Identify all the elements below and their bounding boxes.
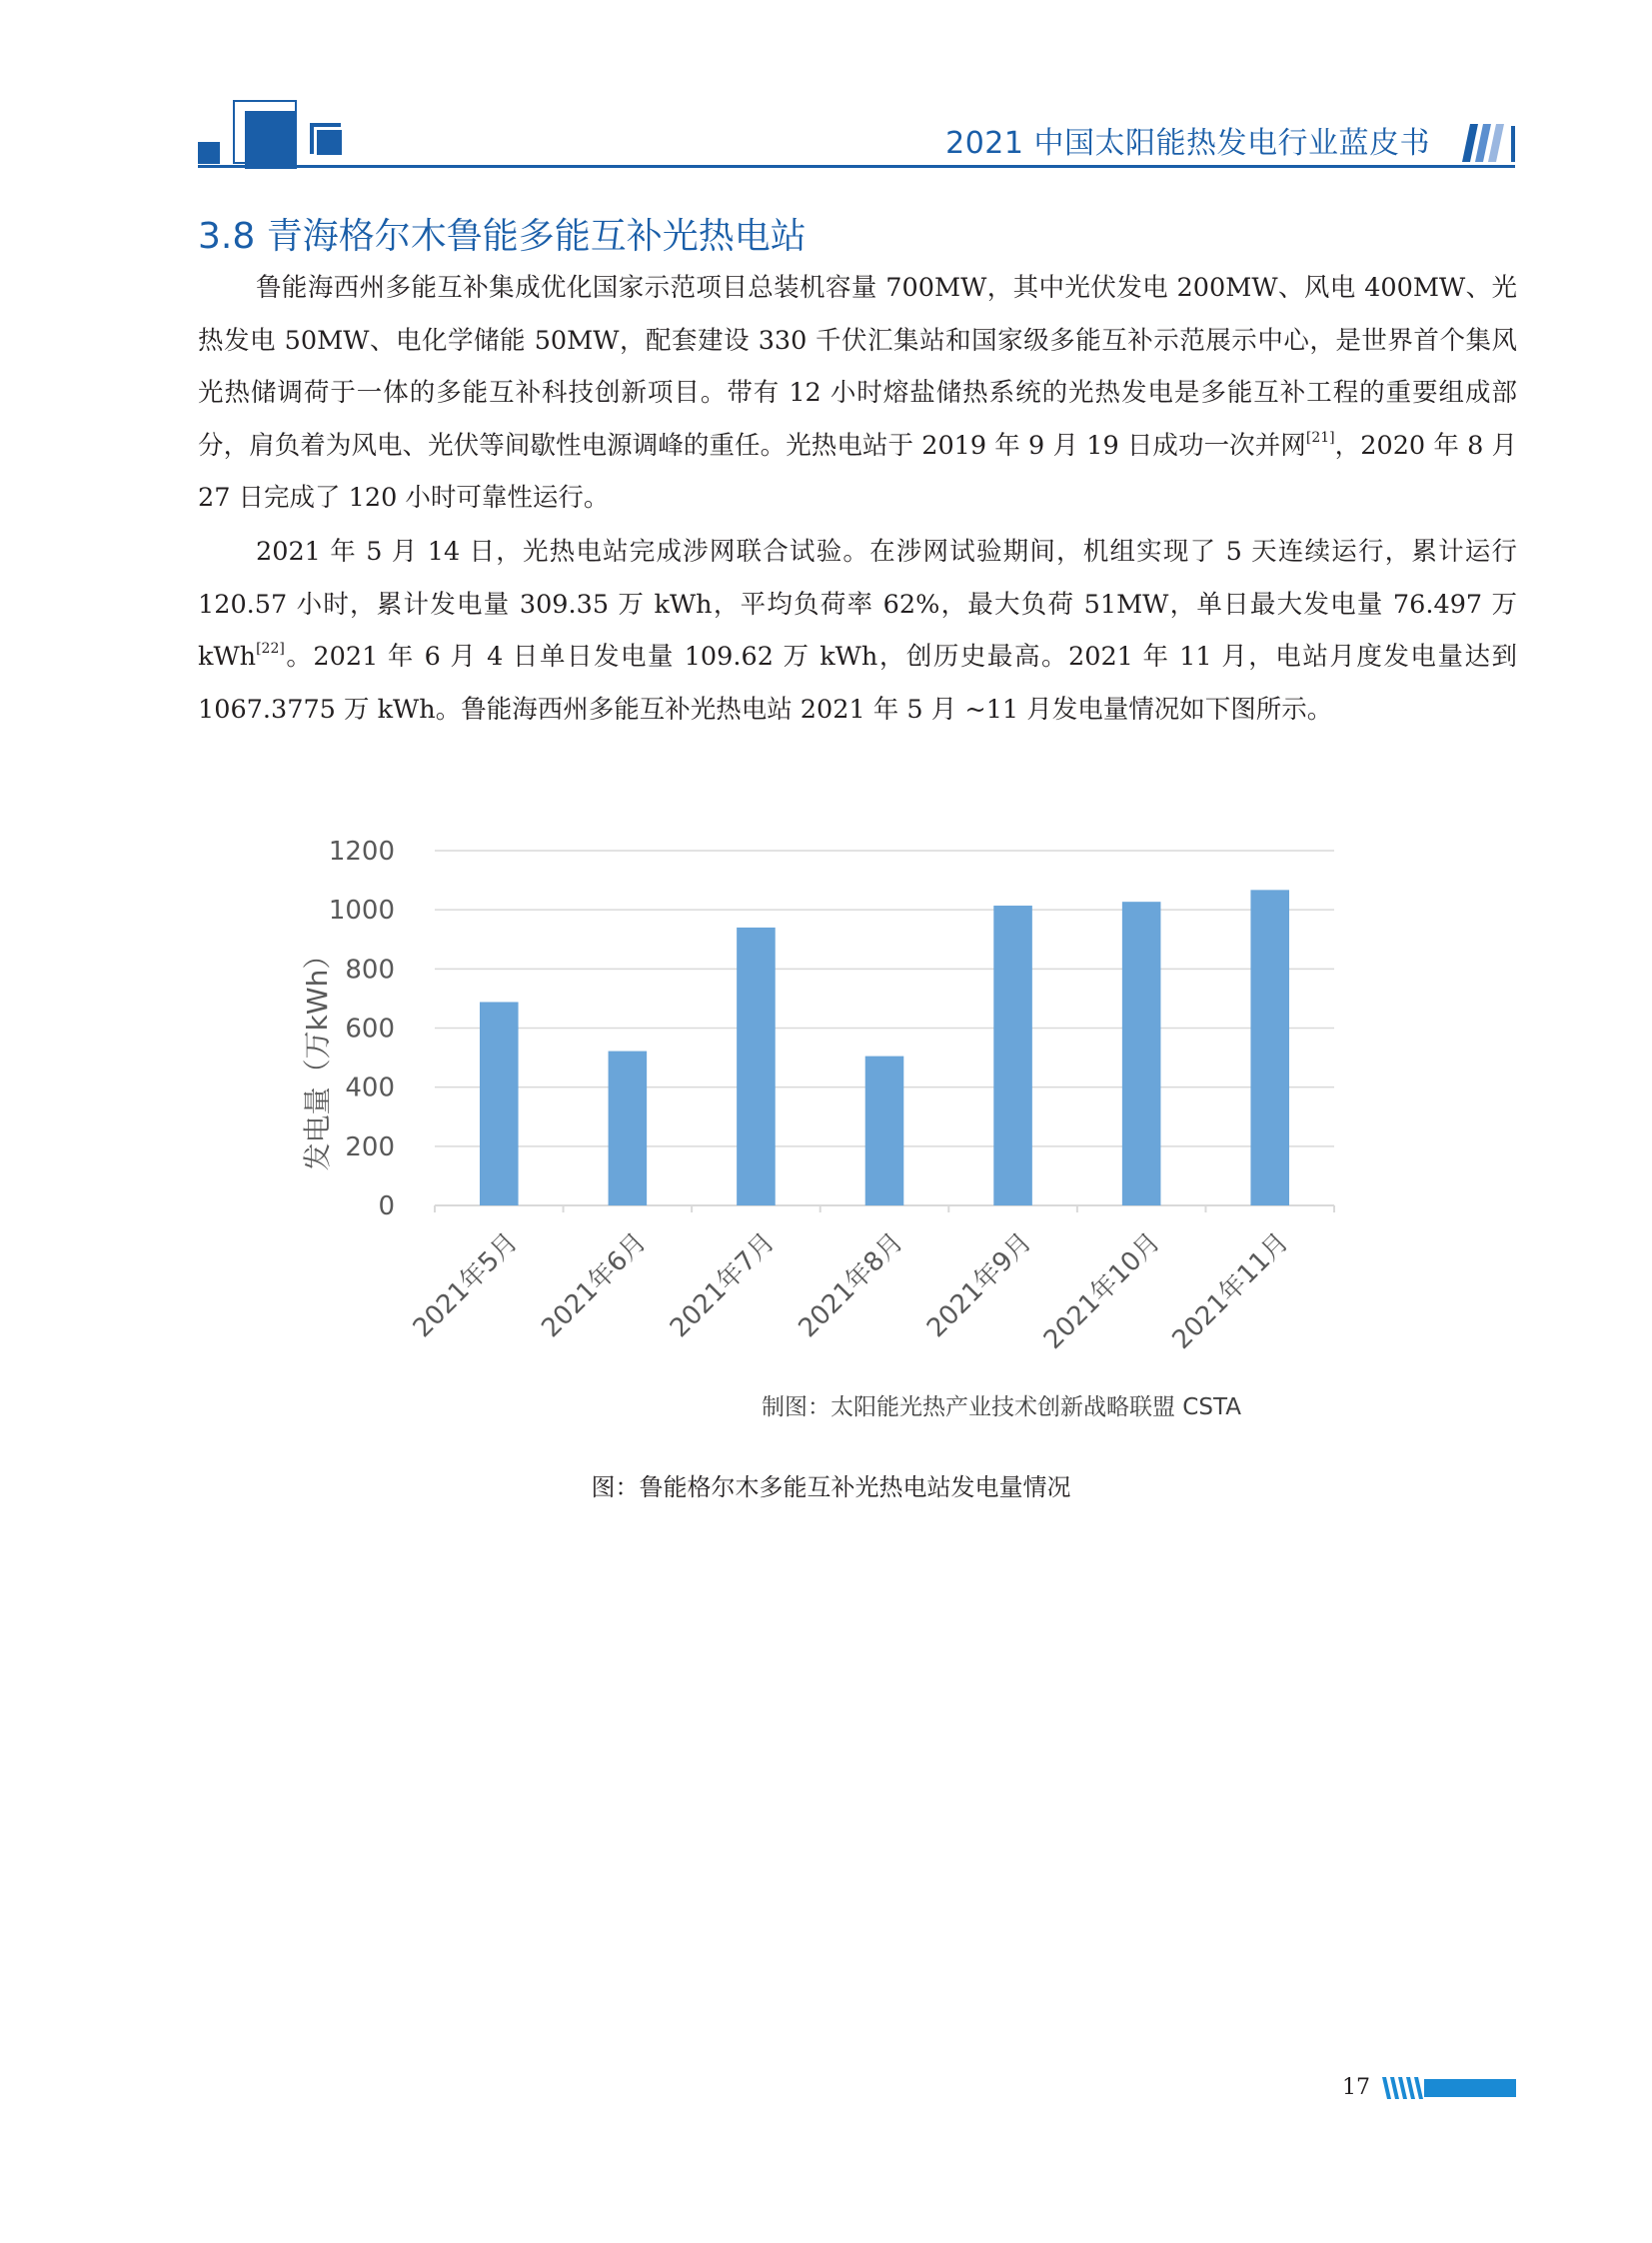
header-stripes-icon (1456, 124, 1516, 162)
paragraph-1-end: ，2020 年 8 月 27 日完成了 120 小时可靠性运行。 (198, 430, 1517, 513)
y-tick-label: 1000 (328, 896, 395, 927)
y-tick-label: 400 (345, 1073, 395, 1104)
footer-stripes-icon (1382, 2077, 1516, 2099)
y-axis-title: 发电量（万kWh） (301, 941, 334, 1171)
y-tick-label: 600 (345, 1014, 395, 1045)
paragraph-2-end: 。2021 年 6 月 4 日单日发电量 109.62 万 kWh，创历史最高。2021 年 11 月，电站月度发电量达到 1067.3775 万 kWh。鲁能海西州多能互补光热电站 2021 年 5 月 ~11 月发电量情况如下图所示。 (198, 642, 1517, 725)
logo-square-small (198, 142, 220, 164)
x-tick-label: 2021年5月 (407, 1226, 525, 1344)
bar (1250, 890, 1289, 1205)
logo-square-medium (314, 127, 345, 158)
citation-21: [21] (1305, 429, 1335, 446)
x-tick-label: 2021年10月 (1037, 1226, 1167, 1355)
citation-22: [22] (256, 641, 285, 657)
section-heading: 3.8 青海格尔木鲁能多能互补光热电站 (198, 216, 807, 257)
page-number: 17 (1342, 2075, 1370, 2100)
figure-caption: 图：鲁能格尔木多能互补光热电站发电量情况 (591, 1473, 1071, 1501)
y-tick-label: 1200 (328, 837, 395, 867)
x-tick-label: 2021年6月 (536, 1226, 653, 1344)
paragraph-1-text: 鲁能海西州多能互补集成优化国家示范项目总装机容量 700MW，其中光伏发电 200MW、风电 400MW、光热发电 50MW、电化学储能 50MW，配套建设 330 千伏汇集站和国家级多能互补示范展示中心，是世界首个集风光热储调荷于一体的多能互补科技创新项目。带有 12 小时熔盐储热系统的光热发电是多能互补工程的重要组成部分，肩负着为风电、光伏等间歇性电源调峰的重任。光热电站于 2019 年 9 月 19 日成功一次并网 (198, 273, 1517, 461)
bar (737, 928, 776, 1205)
y-tick-label: 200 (345, 1131, 395, 1162)
y-tick-label: 800 (345, 955, 395, 986)
bar (1122, 902, 1161, 1205)
running-header-title: 2021 中国太阳能热发电行业蓝皮书 (945, 126, 1430, 161)
y-tick-label: 0 (378, 1191, 395, 1221)
body-paragraph-1 (198, 262, 1517, 525)
bar (865, 1057, 904, 1205)
bar (480, 1002, 519, 1205)
header-rule (198, 165, 1515, 168)
x-tick-label: 2021年7月 (664, 1226, 782, 1344)
logo-square-large (245, 111, 297, 169)
chart-credit: 制图：太阳能光热产业技术创新战略联盟 CSTA (762, 1394, 1241, 1420)
paragraph-2-text: 2021 年 5 月 14 日，光热电站完成涉网联合试验。在涉网试验期间，机组实现了 5 天连续运行，累计运行 120.57 小时，累计发电量 309.35 万 kWh，平均负荷率 62%，最大负荷 51MW，单日最大发电量 76.497 万 kWh (198, 537, 1517, 672)
x-tick-label: 2021年11月 (1166, 1226, 1295, 1355)
body-paragraph-2 (198, 526, 1517, 736)
x-tick-label: 2021年8月 (793, 1226, 909, 1344)
bar (609, 1052, 648, 1205)
generation-bar-chart (290, 820, 1369, 1379)
bar (993, 906, 1032, 1205)
x-tick-label: 2021年9月 (921, 1226, 1038, 1344)
